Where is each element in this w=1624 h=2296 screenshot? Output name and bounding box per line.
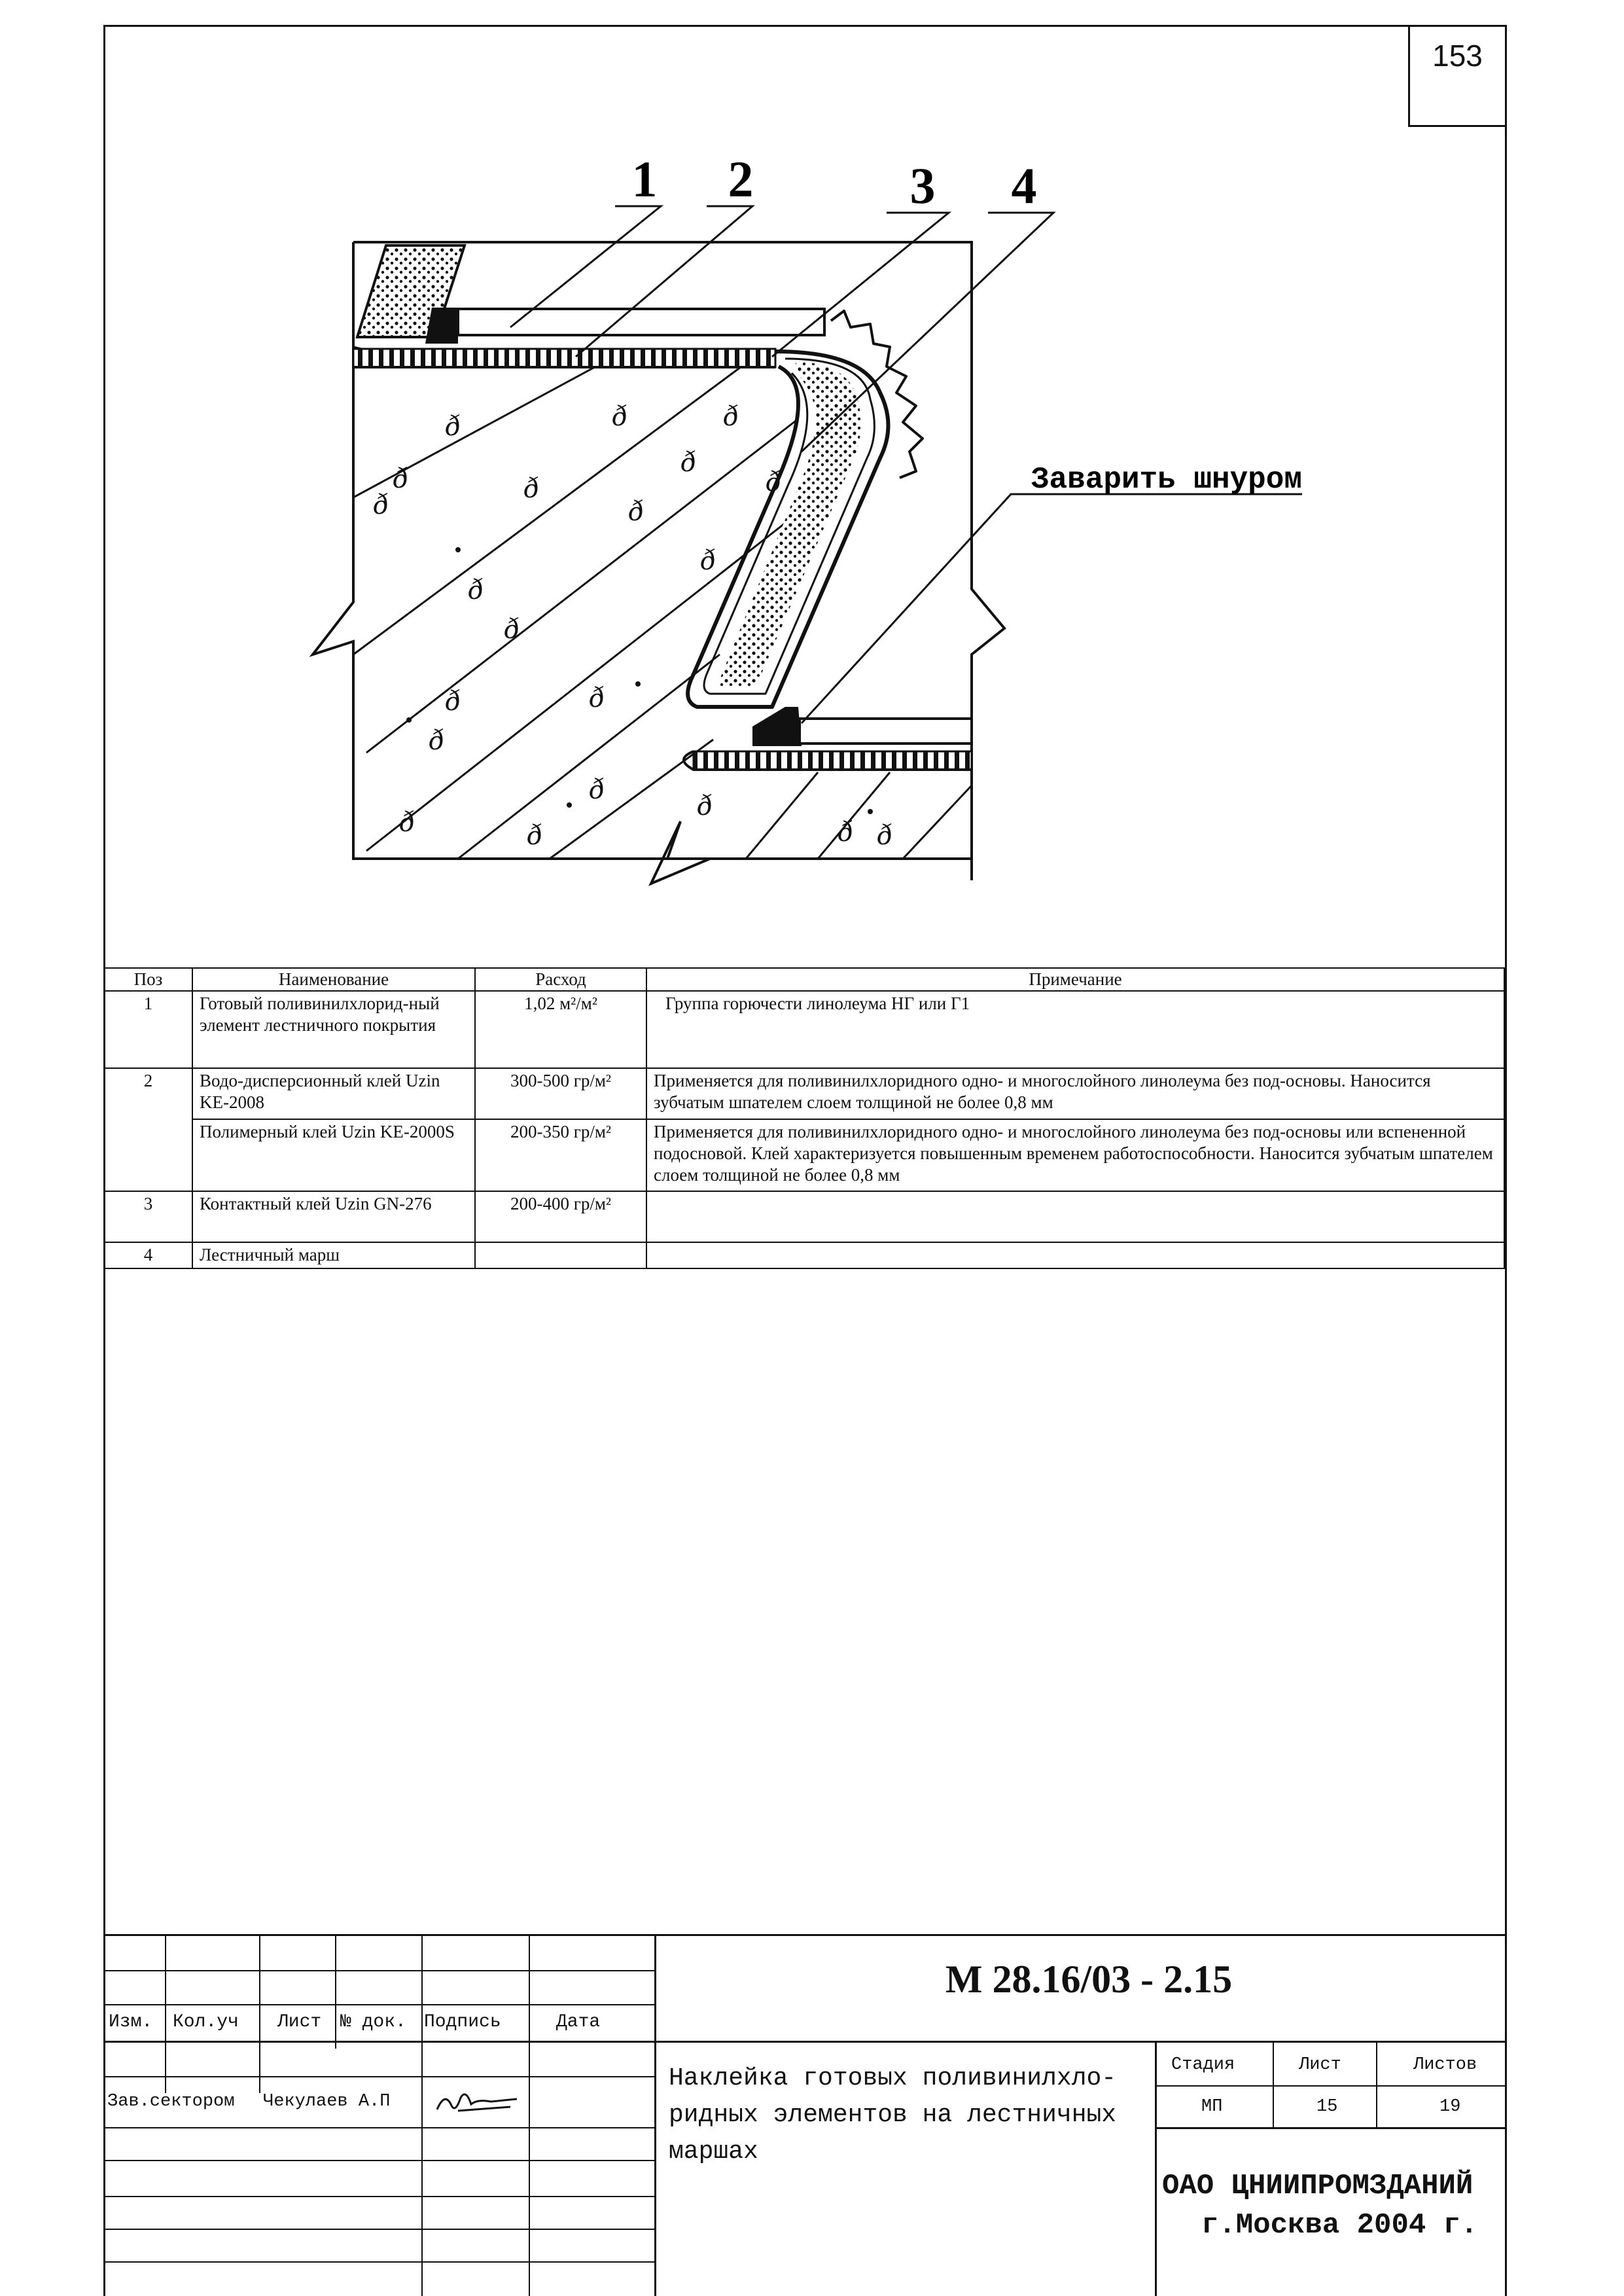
sheets-label: Листов: [1413, 2055, 1477, 2075]
hdr-izm: Изм.: [109, 2012, 153, 2032]
svg-text:ð: ð: [393, 461, 408, 494]
svg-text:ð: ð: [589, 772, 604, 805]
city-year: г.Москва 2004 г.: [1201, 2209, 1478, 2242]
lower-step-layers: [684, 707, 972, 770]
cell-name: Контактный клей Uzin GN-276: [192, 1191, 475, 1242]
cell-note: Применяется для поливинилхлоридного одно- и многослойного линолеума без под-основы. Наносится зубчатым шпателем слоем толщиной не более 0,8 мм: [646, 1068, 1504, 1119]
stage-value: МП: [1201, 2097, 1223, 2117]
weld-annotation: Заварить шнуром: [1031, 463, 1302, 497]
svg-text:ð: ð: [504, 611, 519, 645]
sheet-value: 15: [1316, 2097, 1338, 2117]
cell-rate: 1,02 м²/м²: [475, 991, 646, 1068]
signature: [432, 2085, 523, 2117]
svg-text:ð: ð: [838, 814, 853, 848]
svg-text:ð: ð: [445, 408, 460, 442]
col-header-pos: Поз: [104, 968, 192, 991]
organization: [1162, 2166, 1528, 2245]
cell-rate: [475, 1242, 646, 1268]
cell-note: Группа горючести линолеума НГ или Г1: [646, 991, 1504, 1068]
cell-pos: [104, 1119, 192, 1191]
col-header-name: Наименование: [192, 968, 475, 991]
table-row: [104, 1068, 1504, 1119]
cell-note: Применяется для поливинилхлоридного одно- и многослойного линолеума без под-основы или вспененной подосновой. Клей характеризуется повышенным временем работоспособности. Наносится зубчатым шпателем слоем толщиной не более 0,8 мм: [646, 1119, 1504, 1191]
svg-text:ð: ð: [697, 788, 712, 821]
hdr-list: Лист: [277, 2012, 322, 2032]
table-row: [104, 991, 1504, 1068]
svg-text:ð: ð: [700, 543, 715, 576]
sheets-value: 19: [1439, 2097, 1461, 2117]
document-code: М 28.16/03 - 2.15: [945, 1958, 1233, 2001]
cell-pos: 2: [104, 1068, 192, 1119]
svg-text:ð: ð: [468, 572, 483, 605]
sheet-label: Лист: [1299, 2055, 1341, 2075]
cell-pos: 4: [104, 1242, 192, 1268]
cell-rate: 300-500 гр/м²: [475, 1068, 646, 1119]
cell-name: Лестничный марш: [192, 1242, 475, 1268]
svg-text:ð: ð: [766, 464, 781, 497]
organization-name: ОАО ЦНИИПРОМЗДАНИЙ: [1162, 2170, 1474, 2202]
svg-text:ð: ð: [399, 804, 414, 838]
cell-pos: 3: [104, 1191, 192, 1242]
col-header-note: Примечание: [646, 968, 1504, 991]
callout-2: 2: [728, 151, 754, 207]
col-header-rate: Расход: [475, 968, 646, 991]
cell-rate: 200-350 гр/м²: [475, 1119, 646, 1191]
cell-note: [646, 1242, 1504, 1268]
person-name: Чекулаев А.П: [263, 2092, 391, 2111]
svg-text:ð: ð: [523, 471, 538, 504]
cell-name: Полимерный клей Uzin KE-2000S: [192, 1119, 475, 1191]
table-row: [104, 1242, 1504, 1268]
cell-name: Водо-дисперсионный клей Uzin KE-2008: [192, 1068, 475, 1119]
svg-text:ð: ð: [589, 680, 604, 713]
stage-label: Стадия: [1171, 2055, 1235, 2075]
drawing-title: Наклейка готовых поливинилхло-ридных элементов на лестничных маршах: [669, 2064, 1117, 2166]
svg-text:ð: ð: [373, 487, 388, 520]
svg-text:ð: ð: [628, 493, 643, 527]
cell-note: [646, 1191, 1504, 1242]
cell-pos: 1: [104, 991, 192, 1068]
table-header-row: [104, 968, 1504, 991]
svg-text:ð: ð: [429, 723, 444, 756]
cell-name: Готовый поливинилхлорид-ный элемент лестничного покрытия: [192, 991, 475, 1068]
callout-1: 1: [631, 151, 658, 207]
specification-table: [103, 967, 1505, 1269]
stair-section-drawing: [288, 151, 1335, 916]
table-row: [104, 1119, 1504, 1191]
callout-3: 3: [909, 157, 936, 214]
table-row: [104, 1191, 1504, 1242]
svg-text:ð: ð: [877, 817, 892, 851]
svg-text:ð: ð: [527, 817, 542, 851]
hdr-doc-no: № док.: [340, 2012, 406, 2032]
svg-text:ð: ð: [612, 399, 627, 432]
svg-text:ð: ð: [680, 444, 696, 478]
svg-text:ð: ð: [723, 399, 738, 432]
role-label: Зав.сектором: [107, 2092, 235, 2111]
hdr-signature: Подпись: [424, 2012, 501, 2032]
svg-text:ð: ð: [445, 683, 460, 717]
cell-rate: 200-400 гр/м²: [475, 1191, 646, 1242]
hdr-date: Дата: [556, 2012, 601, 2032]
callout-4: 4: [1011, 157, 1037, 214]
page-number: 153: [1408, 25, 1505, 127]
hdr-kolvo: Кол.уч: [173, 2012, 239, 2032]
